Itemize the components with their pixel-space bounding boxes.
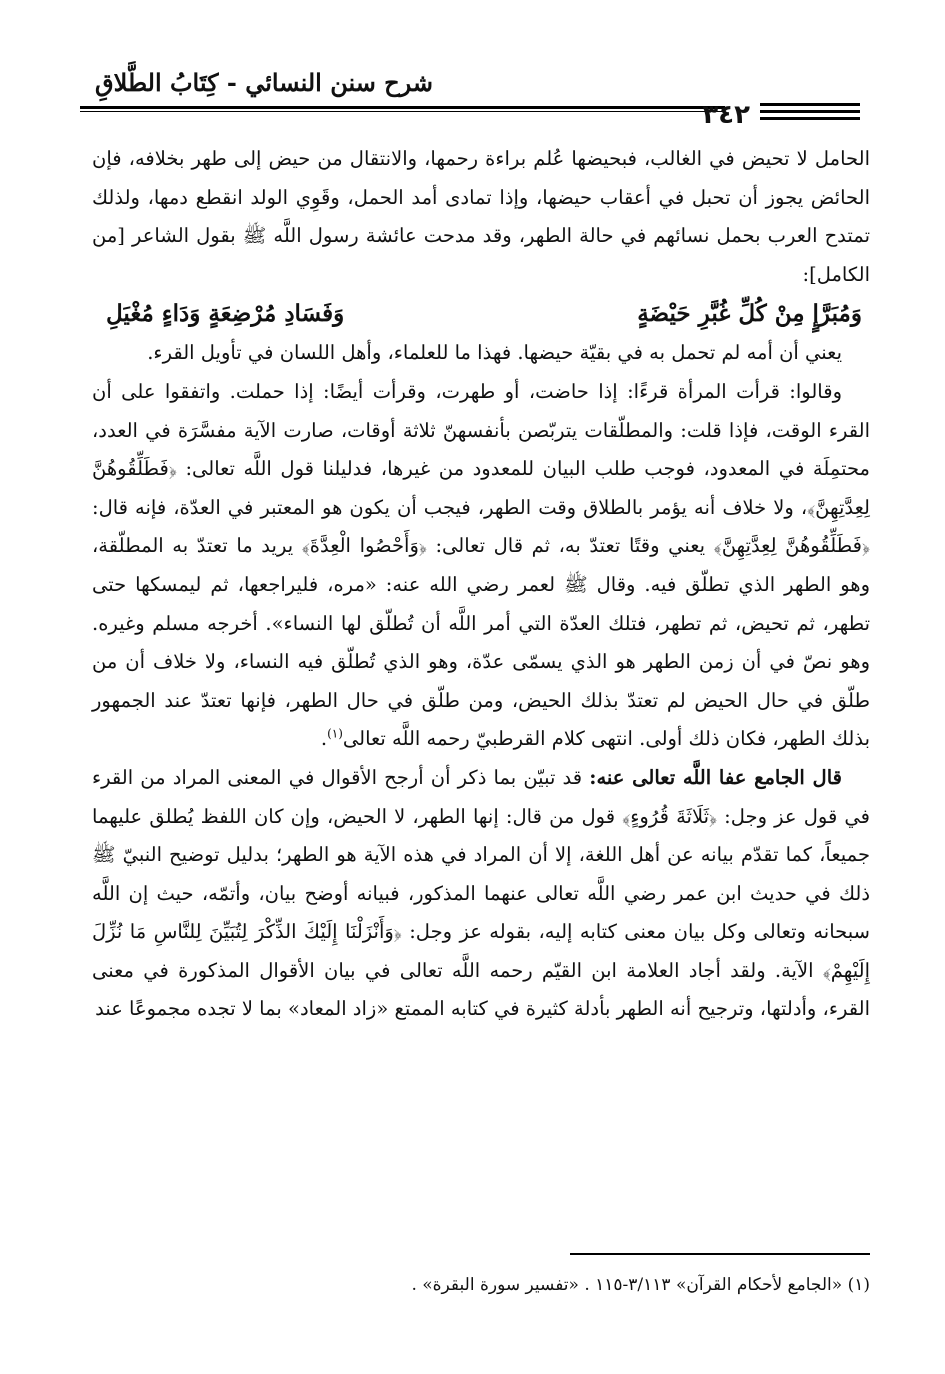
verse-second-hemistich: وَفَسَادِ مُرْضِعَةٍ وَدَاءٍ مُغْيَلِ (106, 300, 345, 328)
header-rule (80, 106, 725, 109)
poetry-verse (92, 294, 870, 334)
author-lead: قال الجامع عفا اللَّه تعالى عنه: (589, 765, 842, 789)
paragraph-2: يعني أن أمه لم تحمل به في بقيّة حيضها. فهذا ما للعلماء، وأهل اللسان في تأويل القرء. (147, 341, 842, 365)
page-header (80, 60, 870, 130)
paragraph-4 (92, 759, 870, 1029)
page-number-rule (760, 117, 860, 120)
verse-first-hemistich: وَمُبَرَّإٍ مِنْ كُلِّ غُبَّرِ حَيْضَةٍ (637, 300, 862, 328)
running-title: شرح سنن النسائي - كِتَابُ الطَّلاقِ (95, 68, 434, 97)
header-rule-thin (80, 111, 725, 112)
page-number-rule (760, 103, 860, 106)
paragraph-3-text: وقالوا: قرأت المرأة قرءًا: إذا حاضت، أو طهرت، وقرأت أيضًا: إذا حملت. واتفقوا على أن القرء الوقت، فإذا قلت: والمطلّقات يتربّصن بأنفسهنّ ثلاثة أوقات، صارت الآية مفسَّرَة في العدد، محتمِلَة في المعدود، فوجب طلب البيان للمعدود من غيرها، فدليلنا قول اللَّه تعالى: ﴿فَطَلِّقُوهُنَّ لِعِدَّتِهِنَّ﴾، ولا خلاف أنه يؤمر بالطلاق وقت الطهر، فيجب أن يكون هو المعتبر في العدّة، فإنه قال: ﴿فَطَلِّقُوهُنَّ لِعِدَّتِهِنَّ﴾ يعني وقتًا تعتدّ به، ثم قال تعالى: ﴿وَأَحْصُوا الْعِدَّةَ﴾ يريد ما تعتدّ به المطلّقة، وهو الطهر الذي تطلّق فيه. وقال ﷺ لعمر رضي الله عنه: «مره، فليراجعها، ثم ليمسكها حتى تطهر، ثم تحيض، ثم تطهر، فتلك العدّة التي أمر اللَّه أن تُطلّق لها النساء». أخرجه مسلم وغيره. وهو نصّ في أن زمن الطهر هو الذي يسمّى عدّة، وهو الذي تُطلّق فيه النساء، ولا خلاف أن من طلّق في حال الحيض لم تعتدّ بذلك الحيض، ومن طلّق في حال الطهر، فإنها تعتدّ عند الجمهور بذلك الطهر، فكان ذلك أولى. انتهى كلام القرطبيّ رحمه اللَّه تعالى (92, 379, 870, 751)
page-number-rule (760, 110, 860, 113)
footnote-rule (570, 1253, 870, 1255)
main-text (92, 140, 870, 1029)
footnote-ref: (١) (327, 726, 343, 741)
paragraph-1: الحامل لا تحيض في الغالب، فبحيضها عُلم براءة رحمها، والانتقال من حيض إلى طهر بخلافه، فإن الحائض يجوز أن تحبل في أعقاب حيضها، وإذا تمادى أمد الحمل، وقَوِي الولد انقطع دمها، ولذلك تمتدح العرب بحمل نسائهم في حالة الطهر، وقد مدحت عائشة رسول اللَّه ﷺ بقول الشاعر [من الكامل]: (92, 147, 870, 286)
footnote: (١) «الجامع لأحكام القرآن» ٣/١١٣-١١٥ . «تفسير سورة البقرة» . (411, 1275, 870, 1295)
paragraph-3: وقالوا: قرأت المرأة قرءًا: إذا حاضت، أو طهرت، وقرأت أيضًا: إذا حملت. واتفقوا على أن القرء الوقت، فإذا قلت: والمطلّقات يتربّصن بأنفسهنّ ثلاثة أوقات، صارت الآية مفسَّرَة في العدد، محتمِلَة في المعدود، فوجب طلب البيان للمعدود من غيرها، فدليلنا قول اللَّه تعالى: ﴿فَطَلِّقُوهُنَّ لِعِدَّتِهِنَّ﴾، ولا خلاف أنه يؤمر بالطلاق وقت الطهر، فيجب أن يكون هو المعتبر في العدّة، فإنه قال: ﴿فَطَلِّقُوهُنَّ لِعِدَّتِهِنَّ﴾ يعني وقتًا تعتدّ به، ثم قال تعالى: ﴿وَأَحْصُوا الْعِدَّةَ﴾ يريد ما تعتدّ به المطلّقة، وهو الطهر الذي تطلّق فيه. وقال ﷺ لعمر رضي الله عنه: «مره، فليراجعها، ثم ليمسكها حتى تطهر، ثم تحيض، ثم تطهر، فتلك العدّة التي أمر اللَّه أن تُطلّق لها النساء». أخرجه مسلم وغيره. وهو نصّ في أن زمن الطهر هو الذي يسمّى عدّة، وهو الذي تُطلّق فيه النساء، ولا خلاف أن من طلّق في حال الحيض لم تعتدّ بذلك الحيض، ومن طلّق في حال الطهر، فإنها تعتدّ عند الجمهور بذلك الطهر، فكان ذلك أولى. انتهى كلام القرطبيّ رحمه اللَّه تعالى$^{(١)}$. (92, 379, 870, 751)
page-number: ٣٤٢ (702, 100, 750, 130)
paragraph-4-text: قد تبيّن بما ذكر أن أرجح الأقوال في المعنى المراد من القرء في قول عز وجل: ﴿ثَلَاثَةَ قُرُوءٍ﴾ قول من قال: إنها الطهر، لا الحيض، وإن كان اللفظ يُطلق عليهما جميعاً، كما تقدّم بيانه عن أهل اللغة، إلا أن المراد في هذه الآية هو الطهر؛ بدليل توضيح النبيّ ﷺ ذلك في حديث ابن عمر رضي اللَّه تعالى عنهما المذكور، فبيانه أوضح بيان، وأتمّه، حيث إن اللَّه سبحانه وتعالى وكل بيان معنى كتابه إليه، بقوله عز وجل: ﴿وَأَنْزَلْنَا إِلَيْكَ الذِّكْرَ لِتُبَيِّنَ لِلنَّاسِ مَا نُزِّلَ إِلَيْهِمْ﴾ الآية. ولقد أجاد العلامة ابن القيّم رحمه اللَّه تعالى في بيان الأقوال المذكورة في معنى القرء، وأدلتها، وترجيح أنه الطهر بأدلة كثيرة في كتابه الممتع «زاد المعاد» بما لا تجده مجموعًا عند (92, 765, 870, 1021)
